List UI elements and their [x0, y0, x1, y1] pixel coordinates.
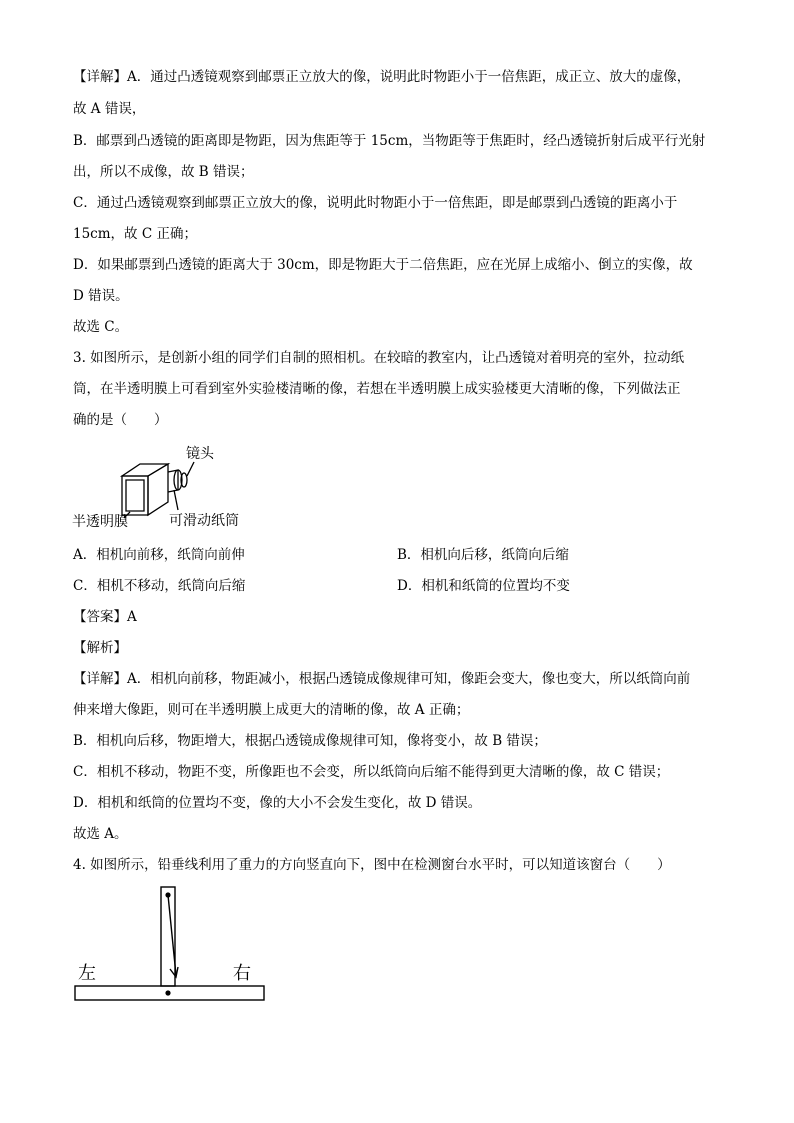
para-line: D 错误。 [73, 288, 129, 304]
para-line: 故 A 错误， [73, 101, 146, 117]
camera-membrane-label: 半透明膜 [72, 514, 128, 530]
explanation-line: C．相机不移动，物距不变，所像距也不会变，所以纸筒向后缩不能得到更大清晰的像，故 C 错误； [73, 764, 670, 780]
explanation-line: B．相机向后移，物距增大，根据凸透镜成像规律可知，像将变小，故 B 错误； [73, 733, 547, 749]
explanation-line: 伸来增大像距，则可在半透明膜上成更大的清晰的像，故 A 正确； [73, 702, 470, 718]
question-3-line: 筒，在半透明膜上可看到室外实验楼清晰的像，若想在半透明膜上成实验楼更大清晰的像，下列做法正 [73, 381, 681, 397]
analysis-label: 【解析】 [73, 640, 127, 656]
explanation-line: D．相机和纸筒的位置均不变，像的大小不会发生变化，故 D 错误。 [73, 795, 482, 811]
explanation-line: 【详解】A．相机向前移，物距减小，根据凸透镜成像规律可知，像距会变大，像也变大，所以纸筒向前 [73, 671, 691, 687]
right-label: 右 [233, 963, 251, 984]
question-3-line: 确的是（ ） [73, 412, 168, 428]
para-line: D．如果邮票到凸透镜的距离大于 30cm，即是物距大于二倍焦距，应在光屏上成缩小、倒立的实像，故 [73, 257, 693, 273]
para-line: 【详解】A．通过凸透镜观察到邮票正立放大的像，说明此时物距小于一倍焦距，成正立、放大的虚像， [73, 69, 691, 85]
option-b[interactable]: B．相机向后移，纸筒向后缩 [397, 547, 569, 563]
option-a[interactable]: A．相机向前移，纸筒向前伸 [73, 547, 245, 563]
option-c[interactable]: C．相机不移动，纸筒向后缩 [73, 578, 246, 594]
explanation-line: 故选 A。 [73, 826, 128, 842]
para-line: 出，所以不成像，故 B 错误； [73, 164, 254, 180]
answer-label: 【答案】A [73, 609, 137, 625]
camera-tube-label: 可滑动纸筒 [169, 513, 239, 529]
question-3-line: 3. 如图所示，是创新小组的同学们自制的照相机。在较暗的教室内，让凸透镜对着明亮的室外，拉动纸 [73, 350, 685, 366]
question-4-line: 4. 如图所示，铅垂线利用了重力的方向竖直向下，图中在检测窗台水平时，可以知道该窗台（ ） [73, 857, 671, 873]
para-line: C．通过凸透镜观察到邮票正立放大的像，说明此时物距小于一倍焦距，即是邮票到凸透镜的距离小于 [73, 195, 678, 211]
option-d[interactable]: D．相机和纸筒的位置均不变 [397, 578, 570, 594]
camera-lens-label: 镜头 [186, 446, 214, 462]
camera-figure [68, 440, 268, 535]
left-label: 左 [78, 963, 96, 984]
para-line: 故选 C。 [73, 319, 129, 335]
plumb-line-figure [74, 885, 269, 1005]
para-line: 15cm，故 C 正确； [73, 226, 197, 242]
para-line: B．邮票到凸透镜的距离即是物距，因为焦距等于 15cm，当物距等于焦距时，经凸透镜折射后成平行光射 [73, 133, 706, 149]
